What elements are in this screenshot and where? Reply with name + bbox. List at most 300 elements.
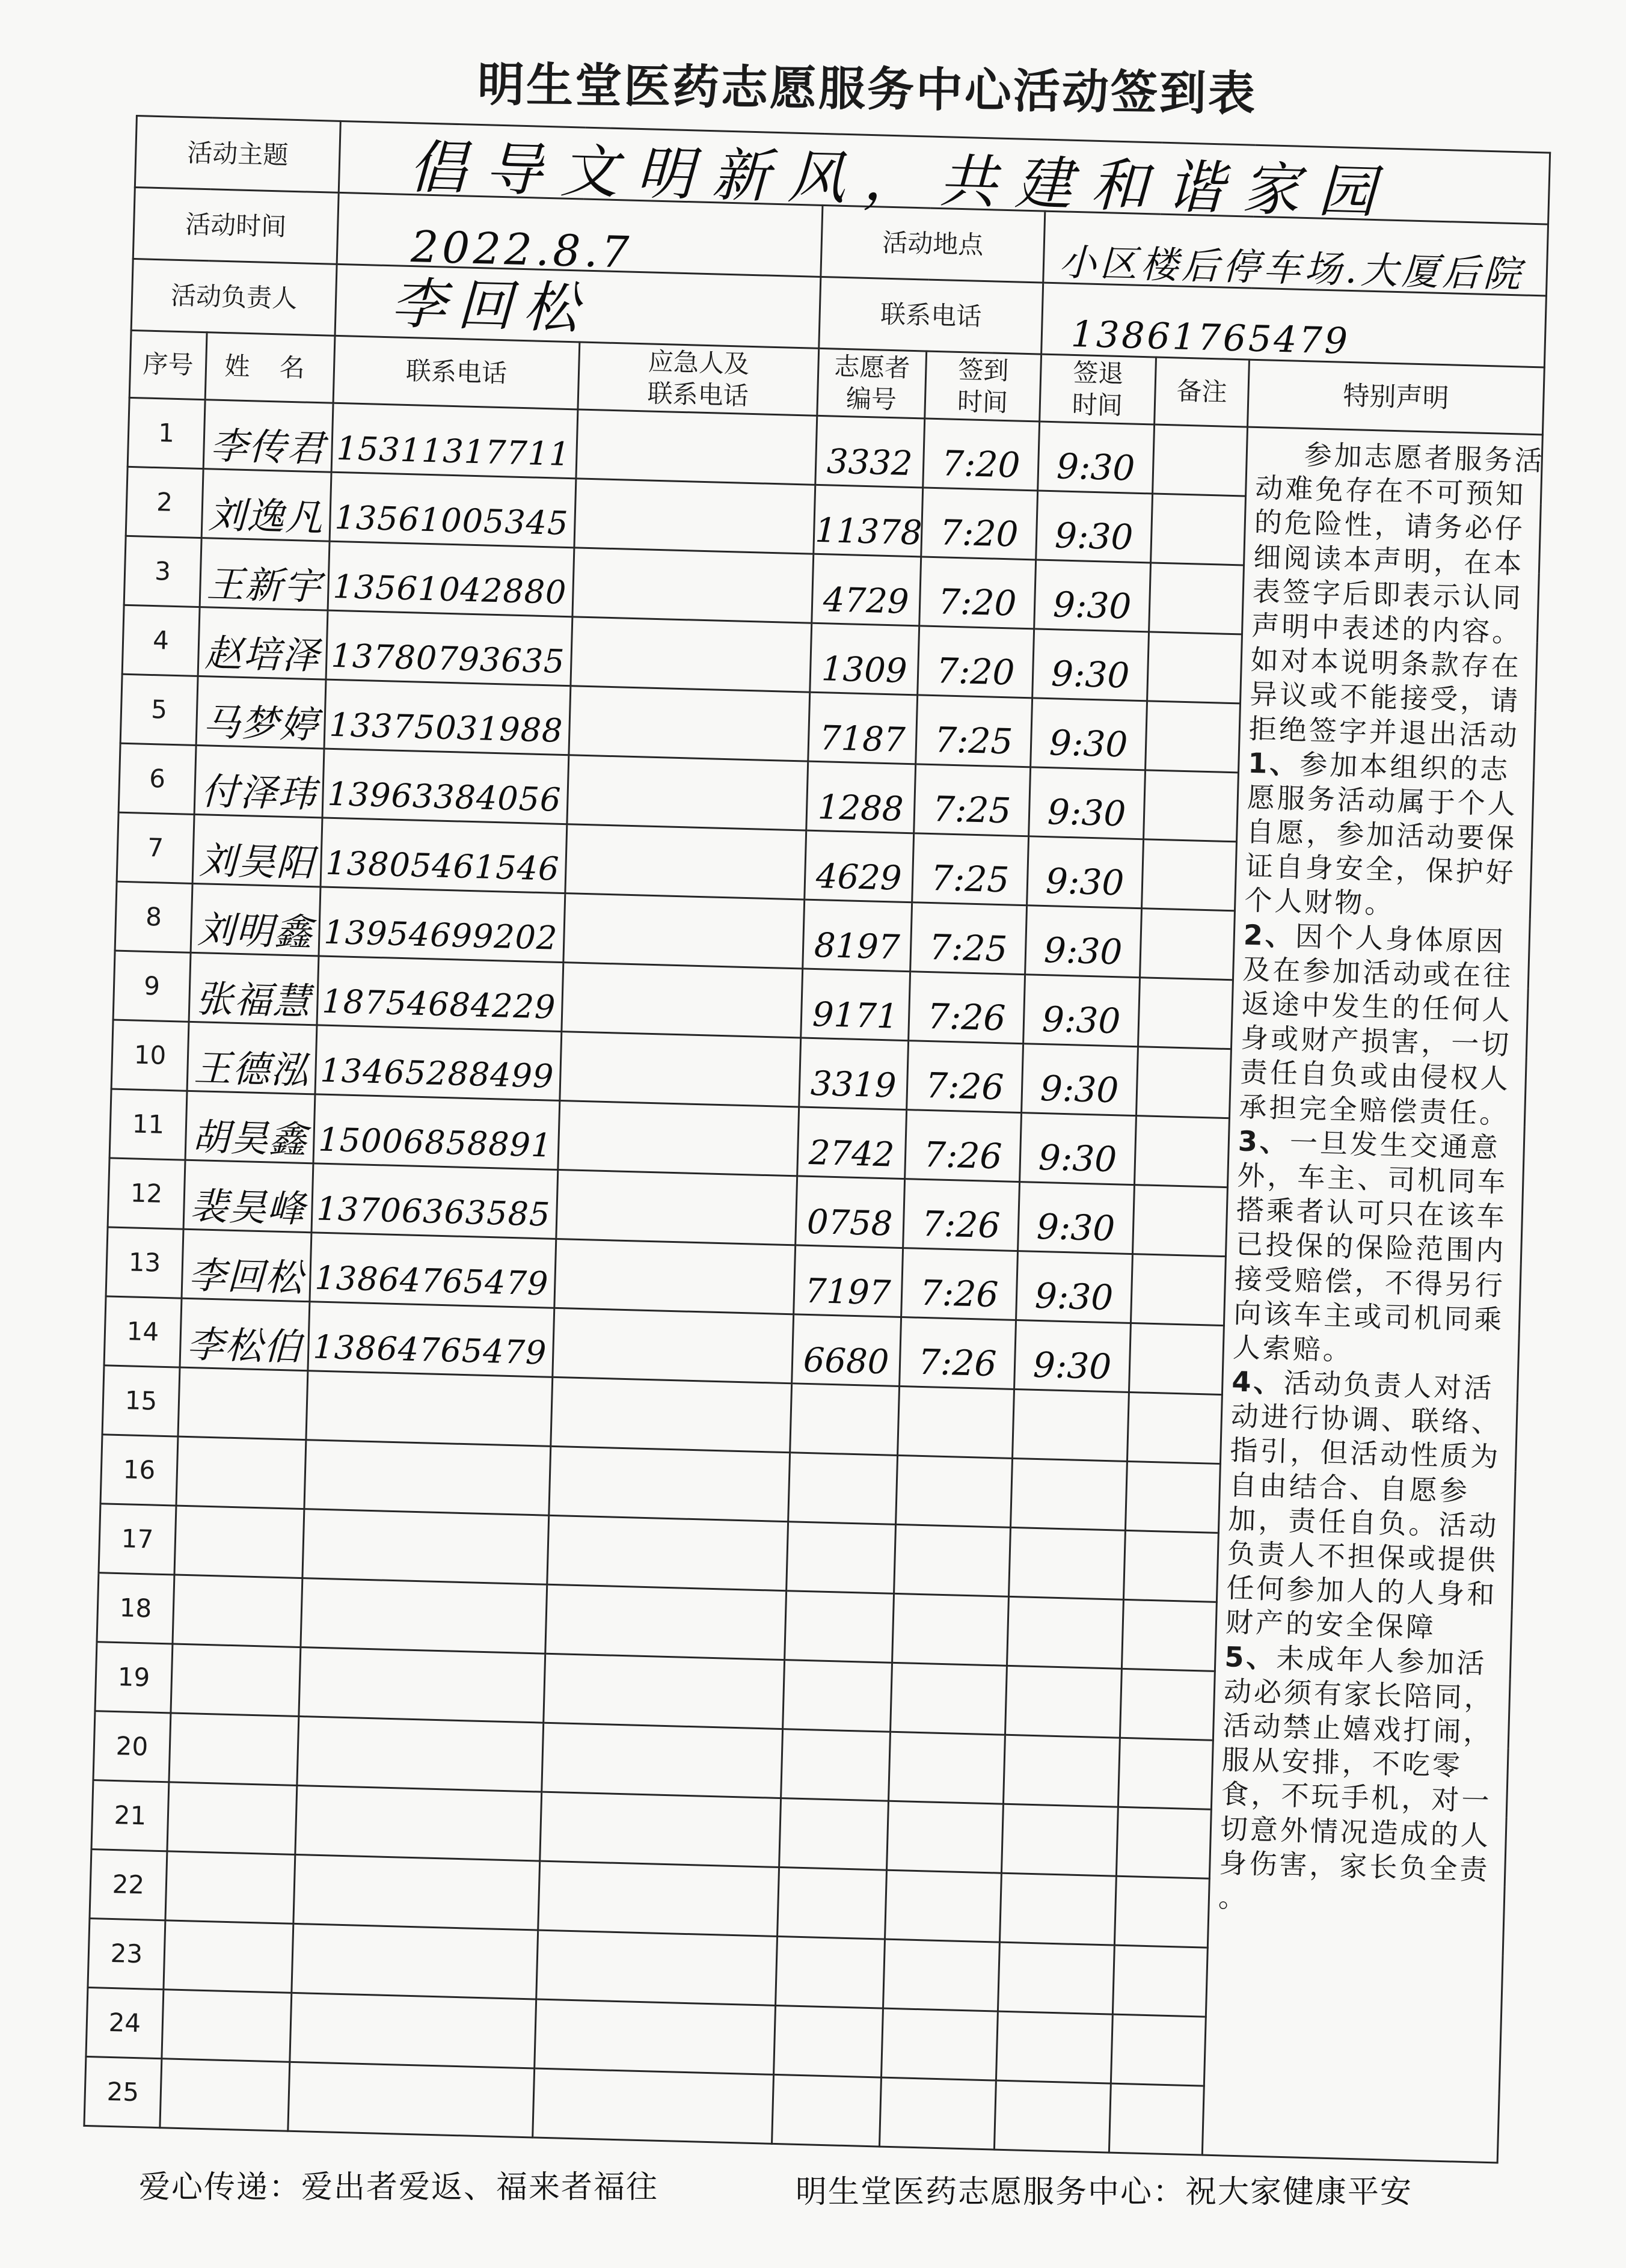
volunteer-name-cell	[167, 1782, 297, 1855]
volunteer-phone-cell	[331, 403, 578, 479]
leader-phone-label-cell	[819, 277, 1043, 354]
statement-line: 财产的安全保障	[1225, 1605, 1437, 1644]
col-header-emergency-line1: 应急人及	[648, 346, 750, 379]
volunteer-id-cell	[788, 1453, 898, 1525]
sign-out-time-cell	[994, 2080, 1111, 2153]
volunteer-name-cell	[185, 1091, 315, 1163]
volunteer-name-cell	[164, 1920, 293, 1993]
volunteer-id: 6680	[803, 1340, 890, 1382]
sign-in-time-cell	[914, 764, 1031, 836]
volunteer-name: 张福慧	[195, 976, 312, 1023]
emergency-contact-cell	[547, 1515, 788, 1590]
statement-line: 加，责任自负。活动	[1227, 1503, 1500, 1542]
row-number-cell	[115, 881, 192, 952]
sign-in-time: 7:26	[919, 1272, 999, 1316]
statement-line: 自愿，参加活动要保	[1245, 815, 1518, 855]
row-number-cell	[100, 1435, 178, 1506]
emergency-contact-cell	[553, 1308, 794, 1383]
emergency-contact-cell	[569, 686, 810, 761]
leader-phone-value: 13861765479	[1070, 313, 1351, 363]
volunteer-name: 裴昊峰	[189, 1183, 307, 1231]
remark-cell	[1125, 1461, 1220, 1533]
row-number-cell	[95, 1642, 173, 1713]
emergency-contact-cell	[574, 479, 815, 554]
statement-line: 声明中表述的内容。	[1251, 608, 1523, 649]
data-section	[84, 397, 1543, 2163]
statement-line: 任何参加人的人身和	[1226, 1571, 1498, 1611]
sign-in-time-cell	[898, 1386, 1014, 1458]
sign-in-time: 7:25	[932, 788, 1012, 832]
footer-blessing: 明生堂医药志愿服务中心：祝大家健康平安	[796, 2174, 1413, 2210]
sign-out-time: 9:30	[1051, 653, 1131, 696]
row-number-cell	[106, 1227, 183, 1298]
emergency-contact-cell	[558, 1101, 799, 1176]
remark-cell	[1144, 770, 1239, 842]
volunteer-name: 李传君	[209, 423, 327, 471]
volunteer-name-cell	[169, 1713, 299, 1786]
emergency-contact-cell	[554, 1239, 796, 1314]
statement-line: 如对本说明条款存在	[1250, 643, 1522, 683]
statement-line: 责任自负或由侵权人	[1239, 1055, 1511, 1096]
sign-in-time-cell	[921, 488, 1038, 560]
sign-in-time-cell	[901, 1248, 1018, 1320]
remark-cell	[1114, 1876, 1209, 1948]
row-number: 4	[152, 625, 170, 655]
sign-out-time-cell	[1034, 560, 1151, 632]
volunteer-id-cell	[805, 830, 914, 903]
col-header-emergency-line2: 联系电话	[647, 378, 749, 411]
statement-line: 动进行协调、联络、	[1230, 1399, 1502, 1439]
row-number-cell	[118, 743, 196, 814]
volunteer-id: 7187	[819, 718, 906, 760]
volunteer-id: 1309	[821, 649, 908, 691]
volunteer-id: 11378	[814, 510, 923, 553]
sign-in-time: 7:26	[921, 1203, 1001, 1246]
volunteer-phone-cell	[299, 1647, 545, 1723]
row-number: 19	[117, 1661, 150, 1693]
col-header-name	[205, 333, 335, 403]
emergency-contact-cell	[565, 824, 806, 900]
leader-label: 活动负责人	[170, 280, 298, 313]
statement-line: 及在参加活动或在往	[1242, 952, 1514, 993]
col-header-volunteer-id	[817, 348, 927, 418]
sign-in-time-cell	[889, 1732, 1005, 1804]
leader-value-cell	[335, 264, 821, 348]
statement-line: 5、未成年人参加活	[1224, 1640, 1488, 1680]
statement-line: 愿服务活动属于个人	[1247, 780, 1518, 821]
volunteer-id-cell	[783, 1660, 892, 1732]
statement-line: 活动禁止嬉戏打闹，	[1222, 1709, 1494, 1749]
sign-out-time-cell	[1003, 1735, 1120, 1807]
volunteer-name-cell	[183, 1160, 313, 1233]
volunteer-phone-cell	[315, 1025, 562, 1101]
page-title: 明生堂医药志愿服务中心活动签到表	[477, 58, 1257, 121]
row-number: 22	[112, 1869, 145, 1900]
volunteer-name: 李回松	[188, 1252, 305, 1300]
volunteer-phone: 15006858891	[318, 1120, 553, 1165]
col-header-sign-in-line1: 签到	[957, 354, 1010, 386]
volunteer-name: 刘明鑫	[197, 907, 314, 954]
volunteer-phone: 13805461546	[325, 844, 560, 889]
remark-cell	[1153, 424, 1248, 496]
row-number-cell	[88, 1919, 165, 1990]
statement-line: 3、一旦发生交通意	[1238, 1124, 1501, 1164]
volunteer-id-cell	[815, 415, 925, 488]
sign-in-time-cell	[909, 972, 1025, 1044]
sign-in-time-cell	[918, 626, 1034, 698]
volunteer-id-cell	[781, 1729, 891, 1801]
volunteer-phone-cell	[302, 1509, 549, 1585]
sign-out-time-cell	[1025, 906, 1142, 978]
volunteer-phone: 15311317711	[336, 429, 571, 474]
row-number: 14	[126, 1316, 159, 1347]
volunteer-name-cell	[200, 538, 330, 611]
sign-in-time-cell	[881, 2008, 998, 2080]
volunteer-name-cell	[171, 1644, 301, 1717]
row-number-cell	[90, 1850, 167, 1920]
volunteer-phone-cell	[310, 1233, 556, 1308]
volunteer-id: 4729	[823, 580, 910, 622]
sign-out-time-cell	[1009, 1527, 1126, 1599]
emergency-contact-cell	[562, 963, 803, 1038]
col-header-phone-label: 联系电话	[405, 356, 508, 388]
sign-out-time-cell	[1031, 698, 1147, 770]
volunteer-phone: 13465288499	[319, 1051, 555, 1096]
remark-cell	[1116, 1807, 1211, 1878]
statement-line: 已投保的保险范围内	[1235, 1227, 1507, 1267]
volunteer-id-cell	[814, 485, 923, 557]
statement-line: 接受赔偿，不得另行	[1234, 1261, 1506, 1302]
row-number: 1	[158, 417, 175, 448]
row-number: 9	[143, 970, 161, 1001]
volunteer-id: 0758	[806, 1202, 894, 1244]
volunteer-id-cell	[796, 1176, 905, 1248]
sign-out-time-cell	[1022, 1044, 1138, 1116]
sign-in-time-cell	[887, 1801, 1004, 1873]
footer-motto: 爱心传递：爱出者爱返、福来者福往	[139, 2169, 659, 2205]
sign-in-time: 7:25	[930, 857, 1010, 901]
row-number-cell	[122, 605, 200, 676]
emergency-contact-cell	[567, 755, 808, 830]
volunteer-phone-cell	[313, 1094, 560, 1170]
row-number: 24	[108, 2007, 141, 2038]
sign-out-time: 9:30	[1042, 999, 1121, 1042]
row-number-cell	[108, 1158, 185, 1229]
volunteer-phone-cell	[317, 956, 563, 1032]
sign-out-time-cell	[1029, 767, 1146, 839]
emergency-contact-cell	[576, 409, 817, 485]
col-header-name-label: 姓 名	[224, 351, 316, 384]
row-number: 17	[121, 1523, 154, 1554]
sign-out-time: 9:30	[1038, 1137, 1118, 1180]
volunteer-id: 2742	[808, 1133, 895, 1175]
sign-out-time: 9:30	[1043, 930, 1123, 973]
col-header-statement-label: 特别声明	[1342, 380, 1450, 414]
remark-cell	[1146, 701, 1241, 773]
time-value: 2022.8.7	[410, 221, 634, 278]
col-header-volunteer-id-line1: 志愿者	[833, 351, 911, 383]
volunteer-id: 1288	[817, 787, 904, 829]
statement-line: 自由结合、自愿参	[1229, 1468, 1470, 1507]
volunteer-name-cell	[178, 1367, 308, 1440]
row-number: 2	[156, 486, 173, 517]
volunteer-phone: 13864765479	[314, 1258, 550, 1303]
volunteer-phone-cell	[304, 1440, 551, 1516]
volunteer-phone: 13963384056	[327, 774, 562, 820]
row-number: 10	[133, 1040, 167, 1070]
sign-out-time: 9:30	[1036, 1206, 1116, 1249]
volunteer-id: 3332	[826, 442, 913, 483]
statement-line: 切意外情况造成的人	[1220, 1812, 1491, 1852]
remark-cell	[1118, 1738, 1213, 1809]
time-label-cell	[133, 187, 339, 264]
row-number-cell	[127, 397, 205, 468]
volunteer-phone-cell	[297, 1717, 544, 1792]
sign-out-time-cell	[1007, 1596, 1123, 1669]
volunteer-phone-cell	[326, 610, 572, 686]
volunteer-id-cell	[776, 1936, 885, 2008]
leader-value: 李回松	[390, 271, 591, 341]
sign-in-time: 7:20	[941, 443, 1021, 486]
sign-in-time: 7:26	[923, 1134, 1003, 1177]
emergency-contact-cell	[540, 1792, 781, 1867]
remark-cell	[1129, 1323, 1224, 1394]
volunteer-phone-cell	[288, 2062, 535, 2138]
volunteer-phone-cell	[321, 818, 567, 893]
volunteer-name-cell	[162, 1990, 292, 2062]
sign-out-time: 9:30	[1049, 722, 1129, 765]
row-number: 12	[130, 1178, 163, 1209]
emergency-contact-cell	[560, 1032, 801, 1107]
remark-cell	[1137, 1047, 1232, 1118]
leader-phone-value-cell	[1042, 283, 1547, 367]
volunteer-name-cell	[198, 607, 328, 680]
time-label: 活动时间	[185, 209, 287, 242]
remark-cell	[1123, 1530, 1218, 1602]
remark-cell	[1135, 1116, 1230, 1188]
volunteer-phone: 13954699202	[323, 913, 559, 958]
sign-in-time-cell	[883, 1939, 1000, 2011]
sign-out-time-cell	[1014, 1320, 1131, 1392]
sign-in-time: 7:20	[937, 581, 1017, 624]
volunteer-name-cell	[174, 1506, 304, 1578]
sign-in-time: 7:26	[925, 1065, 1005, 1108]
sign-out-time-cell	[996, 2011, 1112, 2083]
volunteer-id-cell	[774, 2005, 883, 2077]
statement-line: 异议或不能接受，请	[1249, 678, 1521, 717]
volunteer-id-cell	[772, 2074, 882, 2147]
volunteer-phone: 13561042880	[332, 568, 568, 612]
col-header-sign-out	[1040, 354, 1156, 424]
sign-out-time-cell	[1013, 1389, 1129, 1461]
volunteer-id-cell	[799, 1038, 909, 1110]
row-number: 5	[150, 694, 168, 725]
emergency-contact-cell	[563, 893, 805, 969]
sign-in-time-cell	[919, 557, 1036, 629]
remark-cell	[1132, 1185, 1227, 1257]
volunteer-name: 赵培泽	[204, 631, 321, 678]
statement-line: 2、因个人身体原因	[1243, 918, 1506, 958]
volunteer-phone-cell	[328, 541, 574, 617]
sign-out-time-cell	[1027, 836, 1144, 909]
volunteer-name: 付泽玮	[200, 768, 318, 816]
sign-in-time-cell	[892, 1593, 1009, 1666]
sign-in-time-cell	[900, 1317, 1016, 1389]
statement-line: 指引，但活动性质为	[1229, 1433, 1502, 1474]
volunteer-name-cell	[189, 952, 319, 1025]
volunteer-name-cell	[180, 1298, 310, 1371]
sign-in-time: 7:26	[927, 996, 1007, 1039]
row-number: 8	[145, 901, 162, 932]
sign-in-time-cell	[891, 1663, 1007, 1735]
location-label: 活动地点	[882, 227, 984, 260]
row-number-cell	[104, 1296, 182, 1367]
sign-out-time-cell	[998, 1942, 1114, 2014]
row-number-cell	[126, 467, 203, 538]
emergency-contact-cell	[535, 1999, 776, 2074]
sign-out-time-cell	[1001, 1804, 1118, 1876]
row-number-cell	[113, 951, 191, 1022]
statement-line: 负责人不担保或提供	[1227, 1537, 1499, 1577]
sign-in-time: 7:20	[936, 650, 1016, 693]
sign-out-time: 9:30	[1032, 1344, 1112, 1388]
sign-out-time-cell	[1016, 1251, 1133, 1323]
theme-value: 倡导文明新风，共建和谐家园	[408, 133, 1394, 227]
volunteer-name-cell	[203, 400, 333, 473]
row-number: 23	[110, 1938, 143, 1969]
statement-line: 参加志愿者服务活	[1304, 438, 1545, 477]
row-number-cell	[120, 674, 198, 745]
volunteer-id-cell	[806, 761, 916, 833]
special-statement	[1202, 427, 1545, 2163]
statement-line: 外，车主、司机同车	[1236, 1159, 1509, 1199]
volunteer-id-cell	[778, 1867, 887, 1939]
location-label-cell	[821, 205, 1045, 283]
volunteer-phone-cell	[311, 1163, 558, 1239]
row-number-cell	[99, 1504, 176, 1575]
sign-in-time-cell	[910, 903, 1027, 975]
volunteer-id: 9171	[812, 995, 899, 1037]
statement-line: 个人财物。	[1244, 884, 1396, 921]
volunteer-name-cell	[187, 1022, 317, 1094]
sign-out-time: 9:30	[1052, 584, 1132, 627]
sign-in-time-cell	[905, 1110, 1022, 1182]
sign-out-time-cell	[1036, 491, 1153, 563]
sign-in-time: 7:25	[928, 927, 1008, 970]
sign-in-time: 7:25	[934, 719, 1014, 762]
remark-cell	[1138, 978, 1233, 1049]
volunteer-id-cell	[803, 900, 912, 972]
volunteer-id-cell	[810, 623, 919, 695]
emergency-contact-cell	[544, 1653, 785, 1729]
row-number-cell	[109, 1089, 187, 1160]
statement-line: 向该车主或司机同乘	[1233, 1296, 1505, 1336]
row-number: 21	[114, 1800, 147, 1831]
row-number: 11	[132, 1109, 165, 1139]
emergency-contact-cell	[533, 2068, 774, 2144]
statement-line: 人索赔。	[1232, 1331, 1354, 1367]
volunteer-name-cell	[160, 2059, 290, 2132]
sign-in-time-cell	[903, 1179, 1020, 1251]
volunteer-name-cell	[191, 883, 321, 956]
theme-label-cell	[135, 116, 340, 193]
row-number: 6	[149, 763, 166, 794]
statement-line: 的危险性，请务必仔	[1254, 506, 1526, 546]
volunteer-name: 马梦婷	[202, 700, 319, 747]
emergency-contact-cell	[551, 1377, 792, 1452]
row-number-cell	[124, 536, 201, 607]
col-header-sign-out-line1: 签退	[1072, 357, 1124, 389]
sign-out-time: 9:30	[1056, 446, 1136, 489]
remark-cell	[1131, 1254, 1226, 1326]
row-number-cell	[117, 812, 194, 883]
sign-out-time-cell	[1023, 975, 1140, 1047]
volunteer-phone-cell	[295, 1785, 542, 1861]
sign-out-time: 9:30	[1045, 860, 1125, 904]
remark-cell	[1121, 1599, 1216, 1671]
emergency-contact-cell	[536, 1930, 778, 2005]
statement-line: 承担完全赔偿责任。	[1238, 1090, 1511, 1130]
row-number: 16	[123, 1454, 156, 1485]
statement-line: 细阅读本声明，在本	[1253, 540, 1524, 580]
row-number: 25	[106, 2076, 140, 2107]
volunteer-name-cell	[182, 1229, 311, 1302]
row-number-cell	[97, 1573, 174, 1644]
col-header-emergency	[578, 342, 819, 415]
volunteer-id-cell	[787, 1522, 896, 1594]
volunteer-id-cell	[792, 1314, 901, 1387]
volunteer-phone: 13864765479	[312, 1328, 548, 1372]
col-header-phone	[333, 336, 580, 409]
sign-out-time-cell	[1038, 421, 1155, 494]
sign-out-time: 9:30	[1054, 515, 1134, 558]
volunteer-id-cell	[801, 969, 910, 1041]
statement-line: 证自身安全，保护好	[1245, 849, 1517, 889]
volunteer-name: 王德泓	[193, 1045, 310, 1093]
statement-line: 拒绝签字并退出活动	[1248, 712, 1520, 752]
volunteer-id-cell	[808, 692, 918, 764]
volunteer-name-cell	[194, 745, 324, 818]
remark-cell	[1109, 2083, 1204, 2155]
col-header-no-label: 序号	[143, 349, 194, 380]
volunteer-phone-cell	[308, 1302, 554, 1378]
volunteer-id: 7197	[805, 1271, 892, 1313]
volunteer-phone-cell	[290, 1993, 536, 2068]
remark-cell	[1127, 1392, 1222, 1463]
sign-in-time-cell	[894, 1524, 1011, 1596]
row-number: 15	[124, 1385, 158, 1416]
volunteer-id: 8197	[814, 925, 901, 967]
volunteer-id-cell	[785, 1591, 894, 1663]
remark-cell	[1111, 2014, 1206, 2086]
leader-phone-label: 联系电话	[880, 299, 982, 331]
volunteer-name-cell	[165, 1851, 295, 1924]
volunteer-phone-cell	[330, 472, 576, 548]
sign-out-time: 9:30	[1034, 1275, 1114, 1319]
volunteer-name: 刘逸凡	[207, 492, 325, 540]
volunteer-id-cell	[779, 1798, 889, 1871]
theme-label: 活动主题	[186, 138, 289, 170]
statement-line: 服从安排，不吃零	[1221, 1743, 1463, 1782]
volunteer-phone: 13375031988	[328, 706, 564, 750]
volunteer-phone: 13780793635	[330, 637, 566, 681]
statement-line: 身或财产损害，一切	[1240, 1021, 1512, 1061]
sign-in-time-cell	[879, 2077, 996, 2150]
emergency-contact-cell	[542, 1723, 783, 1798]
col-header-remark	[1155, 357, 1250, 427]
remark-cell	[1147, 632, 1242, 703]
sign-out-time-cell	[1011, 1458, 1127, 1530]
